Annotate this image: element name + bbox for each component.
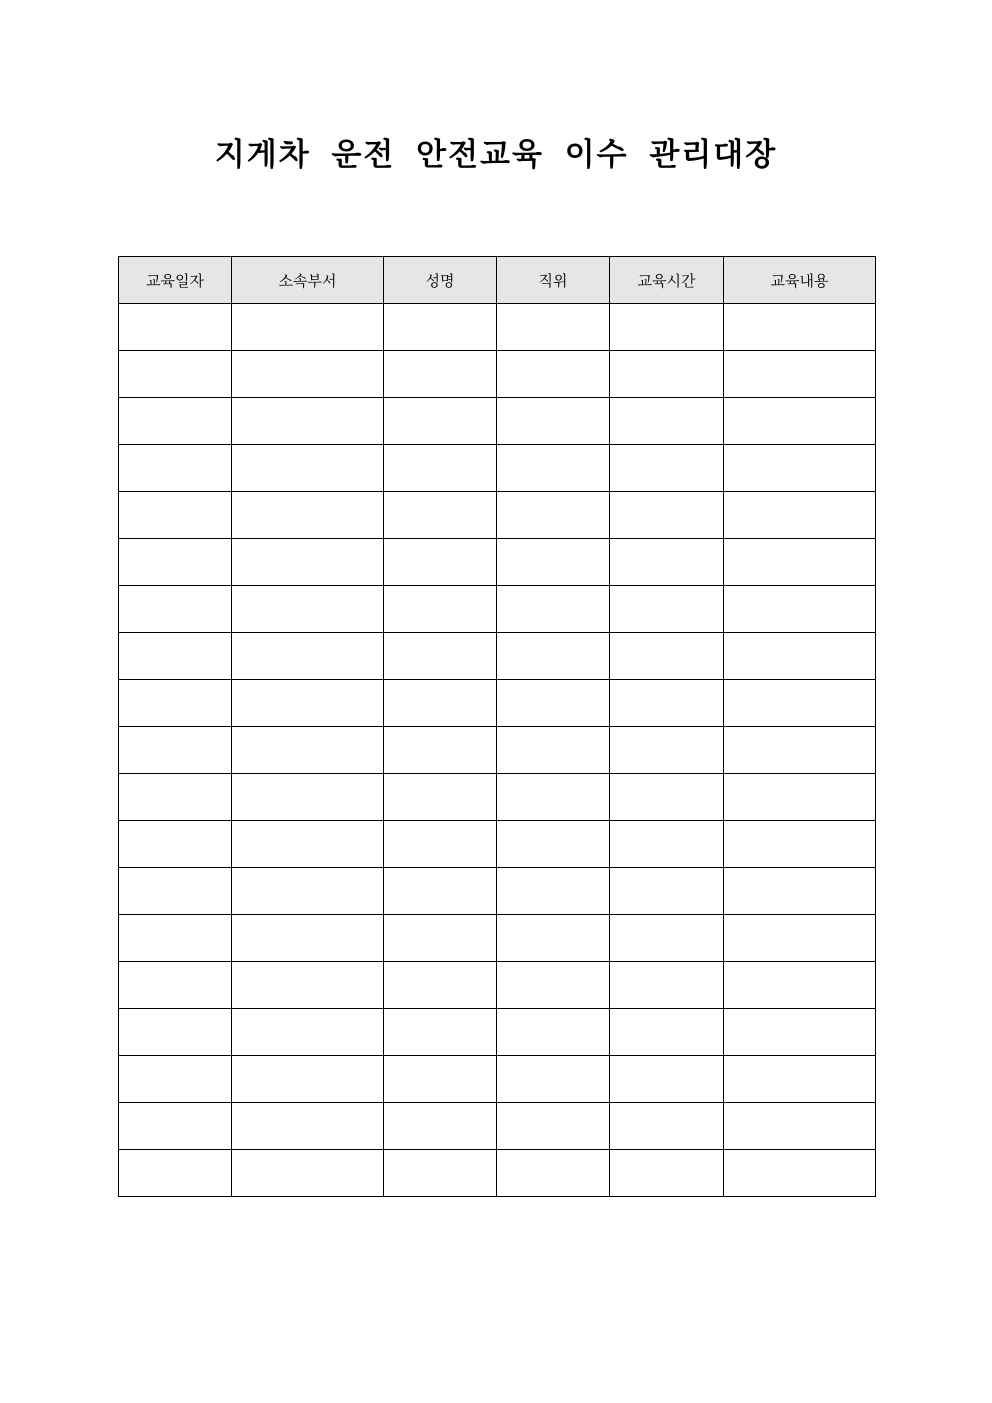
header-education-hours: 교육시간: [610, 257, 724, 304]
cell-name[interactable]: [384, 1009, 497, 1056]
cell-department[interactable]: [232, 586, 384, 633]
cell-education-hours[interactable]: [610, 539, 724, 586]
cell-department[interactable]: [232, 492, 384, 539]
table-row: [119, 633, 876, 680]
table-row: [119, 492, 876, 539]
cell-department[interactable]: [232, 1056, 384, 1103]
cell-position[interactable]: [497, 1103, 610, 1150]
cell-education-date[interactable]: [119, 539, 232, 586]
cell-name[interactable]: [384, 633, 497, 680]
cell-education-date[interactable]: [119, 445, 232, 492]
cell-education-hours[interactable]: [610, 586, 724, 633]
cell-education-date[interactable]: [119, 915, 232, 962]
cell-education-content[interactable]: [724, 445, 876, 492]
cell-name[interactable]: [384, 492, 497, 539]
cell-education-hours[interactable]: [610, 1056, 724, 1103]
cell-name[interactable]: [384, 962, 497, 1009]
cell-education-content[interactable]: [724, 962, 876, 1009]
cell-position[interactable]: [497, 398, 610, 445]
cell-position[interactable]: [497, 680, 610, 727]
cell-position[interactable]: [497, 633, 610, 680]
cell-department[interactable]: [232, 821, 384, 868]
cell-education-content[interactable]: [724, 633, 876, 680]
cell-education-content[interactable]: [724, 1009, 876, 1056]
cell-name[interactable]: [384, 1056, 497, 1103]
table-row: [119, 915, 876, 962]
cell-department[interactable]: [232, 1009, 384, 1056]
cell-education-content[interactable]: [724, 304, 876, 351]
cell-department[interactable]: [232, 539, 384, 586]
cell-department[interactable]: [232, 304, 384, 351]
cell-education-hours[interactable]: [610, 774, 724, 821]
table-row: [119, 539, 876, 586]
table-header: [119, 257, 876, 304]
cell-education-date[interactable]: [119, 727, 232, 774]
cell-education-hours[interactable]: [610, 727, 724, 774]
cell-name[interactable]: [384, 727, 497, 774]
cell-education-date[interactable]: [119, 774, 232, 821]
cell-name[interactable]: [384, 868, 497, 915]
cell-department[interactable]: [232, 445, 384, 492]
table-row: [119, 586, 876, 633]
cell-education-hours[interactable]: [610, 633, 724, 680]
cell-department[interactable]: [232, 868, 384, 915]
header-education-date: 교육일자: [119, 257, 232, 304]
cell-education-content[interactable]: [724, 398, 876, 445]
table-row: [119, 962, 876, 1009]
table-row: [119, 727, 876, 774]
page-title: 지게차 운전 안전교육 이수 관리대장: [214, 137, 778, 173]
cell-position[interactable]: [497, 539, 610, 586]
cell-department[interactable]: [232, 633, 384, 680]
cell-education-date[interactable]: [119, 962, 232, 1009]
cell-education-content[interactable]: [724, 539, 876, 586]
table-row: [119, 680, 876, 727]
cell-name[interactable]: [384, 586, 497, 633]
cell-education-date[interactable]: [119, 868, 232, 915]
cell-education-hours[interactable]: [610, 821, 724, 868]
cell-position[interactable]: [497, 962, 610, 1009]
cell-education-hours[interactable]: [610, 915, 724, 962]
cell-education-date[interactable]: [119, 398, 232, 445]
cell-education-content[interactable]: [724, 351, 876, 398]
header-row: [119, 257, 876, 304]
cell-position[interactable]: [497, 1056, 610, 1103]
cell-position[interactable]: [497, 304, 610, 351]
cell-department[interactable]: [232, 351, 384, 398]
cell-name[interactable]: [384, 304, 497, 351]
cell-education-date[interactable]: [119, 1150, 232, 1197]
cell-position[interactable]: [497, 774, 610, 821]
cell-education-content[interactable]: [724, 1103, 876, 1150]
cell-education-hours[interactable]: [610, 868, 724, 915]
table-row: [119, 398, 876, 445]
cell-education-date[interactable]: [119, 492, 232, 539]
table-row: [119, 1009, 876, 1056]
cell-name[interactable]: [384, 351, 497, 398]
cell-education-date[interactable]: [119, 633, 232, 680]
table-row: [119, 868, 876, 915]
cell-education-content[interactable]: [724, 586, 876, 633]
cell-education-hours[interactable]: [610, 398, 724, 445]
cell-position[interactable]: [497, 727, 610, 774]
cell-department[interactable]: [232, 962, 384, 1009]
cell-position[interactable]: [497, 915, 610, 962]
cell-position[interactable]: [497, 868, 610, 915]
cell-education-content[interactable]: [724, 727, 876, 774]
cell-education-hours[interactable]: [610, 304, 724, 351]
table-row: [119, 1150, 876, 1197]
cell-education-content[interactable]: [724, 774, 876, 821]
cell-department[interactable]: [232, 1150, 384, 1197]
cell-department[interactable]: [232, 774, 384, 821]
header-name: 성명: [384, 257, 497, 304]
table-row: [119, 1103, 876, 1150]
cell-education-date[interactable]: [119, 1103, 232, 1150]
cell-position[interactable]: [497, 1009, 610, 1056]
cell-education-hours[interactable]: [610, 1150, 724, 1197]
cell-position[interactable]: [497, 492, 610, 539]
cell-education-hours[interactable]: [610, 962, 724, 1009]
cell-education-content[interactable]: [724, 821, 876, 868]
cell-education-hours[interactable]: [610, 492, 724, 539]
cell-education-date[interactable]: [119, 1056, 232, 1103]
cell-name[interactable]: [384, 774, 497, 821]
table-body: [119, 304, 876, 1197]
cell-education-hours[interactable]: [610, 351, 724, 398]
cell-education-hours[interactable]: [610, 445, 724, 492]
cell-education-content[interactable]: [724, 492, 876, 539]
table-row: [119, 774, 876, 821]
cell-position[interactable]: [497, 1150, 610, 1197]
header-department: 소속부서: [232, 257, 384, 304]
cell-education-content[interactable]: [724, 1150, 876, 1197]
cell-department[interactable]: [232, 398, 384, 445]
cell-department[interactable]: [232, 727, 384, 774]
cell-name[interactable]: [384, 680, 497, 727]
cell-education-content[interactable]: [724, 680, 876, 727]
cell-position[interactable]: [497, 821, 610, 868]
table-row: [119, 445, 876, 492]
cell-education-hours[interactable]: [610, 680, 724, 727]
cell-position[interactable]: [497, 351, 610, 398]
cell-education-date[interactable]: [119, 586, 232, 633]
table-row: [119, 304, 876, 351]
cell-education-date[interactable]: [119, 351, 232, 398]
cell-education-content[interactable]: [724, 1056, 876, 1103]
cell-education-date[interactable]: [119, 821, 232, 868]
cell-education-content[interactable]: [724, 868, 876, 915]
table-row: [119, 351, 876, 398]
cell-position[interactable]: [497, 586, 610, 633]
header-education-content: 교육내용: [724, 257, 876, 304]
cell-education-content[interactable]: [724, 915, 876, 962]
cell-department[interactable]: [232, 915, 384, 962]
cell-department[interactable]: [232, 1103, 384, 1150]
cell-department[interactable]: [232, 680, 384, 727]
cell-education-date[interactable]: [119, 1009, 232, 1056]
cell-education-date[interactable]: [119, 304, 232, 351]
cell-education-hours[interactable]: [610, 1009, 724, 1056]
cell-name[interactable]: [384, 1103, 497, 1150]
cell-position[interactable]: [497, 445, 610, 492]
cell-name[interactable]: [384, 398, 497, 445]
cell-name[interactable]: [384, 445, 497, 492]
cell-name[interactable]: [384, 539, 497, 586]
table-row: [119, 821, 876, 868]
table-row: [119, 1056, 876, 1103]
cell-name[interactable]: [384, 915, 497, 962]
cell-education-date[interactable]: [119, 680, 232, 727]
cell-name[interactable]: [384, 821, 497, 868]
cell-education-hours[interactable]: [610, 1103, 724, 1150]
header-position: 직위: [497, 257, 610, 304]
education-register-table: [118, 256, 876, 1197]
cell-name[interactable]: [384, 1150, 497, 1197]
